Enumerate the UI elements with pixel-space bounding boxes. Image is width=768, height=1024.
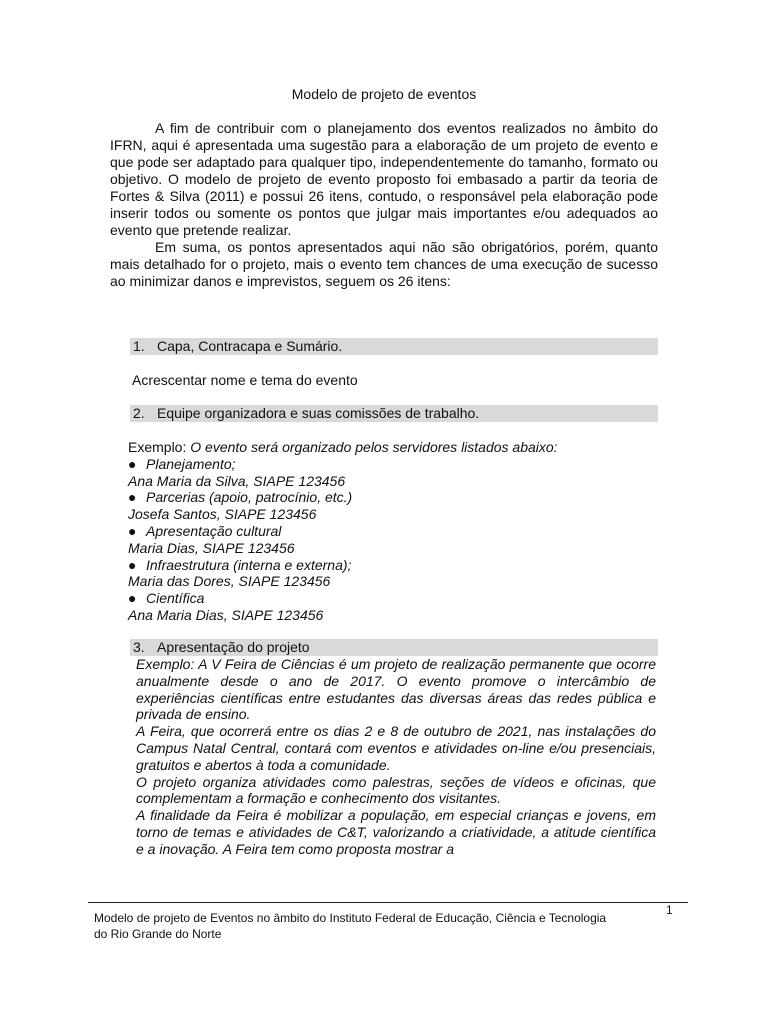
team-item xyxy=(128,590,658,607)
team-name: Infraestrutura (interna e externa); xyxy=(146,556,352,573)
footer-divider xyxy=(88,902,688,903)
team-name: Científica xyxy=(146,590,205,607)
section-number: 2. xyxy=(133,405,145,421)
presentation-paragraph-4: A finalidade da Feira é mobilizar a população, em especial crianças e jovens, em torno de temas e atividades de C&T, valorizando a criatividade, a atitude científica e a inovação. A Feira tem como proposta mostrar a xyxy=(136,807,656,857)
project-presentation xyxy=(136,656,656,858)
presentation-paragraph-2: A Feira, que ocorrerá entre os dias 2 e 8 de outubro de 2021, nas instalações do Campus Natal Central, contará com eventos e atividades on-line e/ou presenciais, gratuitos e abertos à toda a comunidade. xyxy=(136,723,656,773)
team-list xyxy=(128,439,658,624)
page-number: 1 xyxy=(666,903,673,917)
bullet-icon: ● xyxy=(128,455,137,472)
team-name: Parcerias (apoio, patrocínio, etc.) xyxy=(146,489,353,506)
section-number: 3. xyxy=(133,639,145,655)
section-title: Equipe organizadora e suas comissões de trabalho. xyxy=(157,405,480,421)
team-member: Ana Maria da Silva, SIAPE 123456 xyxy=(128,472,346,489)
section-title: Apresentação do projeto xyxy=(157,639,310,655)
bullet-icon: ● xyxy=(128,489,137,506)
team-member: Maria Dias, SIAPE 123456 xyxy=(128,539,295,556)
team-list-intro xyxy=(128,439,658,456)
section-2-heading xyxy=(130,405,658,422)
presentation-paragraph-3: O projeto organiza atividades como palestras, seções de vídeos e oficinas, que complementam a formação e conhecimento dos visitantes. xyxy=(136,773,656,807)
team-member: Maria das Dores, SIAPE 123456 xyxy=(128,573,331,590)
document-title: Modelo de projeto de eventos xyxy=(291,86,477,102)
intro-paragraph-1: A fim de contribuir com o planejamento dos eventos realizados no âmbito do IFRN, aqui é apresentada uma sugestão para a elaboração de um projeto de evento e que pode ser adaptado para qualquer tipo, independentemente do tamanho, formato ou objetivo. O modelo de projeto de evento proposto foi embasado a partir da teoria de Fortes & Silva (2011) e possui 26 itens, contudo, o responsável pela elaboração pode inserir todos ou somente os pontos que julgar mais importantes e/ou adequados ao evento que pretende realizar. xyxy=(110,120,658,238)
team-item xyxy=(128,523,658,540)
footer-text: Modelo de projeto de Eventos no âmbito do Instituto Federal de Educação, Ciência e Tecnologia do Rio Grande do Norte xyxy=(94,911,607,941)
section-3-heading xyxy=(130,639,658,656)
section-number: 1. xyxy=(133,338,145,354)
bullet-icon: ● xyxy=(128,590,137,607)
team-item xyxy=(128,557,658,574)
intro-paragraph-2: Em suma, os pontos apresentados aqui não são obrigatórios, porém, quanto mais detalhado for o projeto, mais o evento tem chances de uma execução de sucesso ao minimizar danos e imprevistos, seguem os 26 itens: xyxy=(110,239,658,289)
example-intro: O evento será organizado pelos servidores listados abaixo: xyxy=(190,439,558,455)
section-1-heading xyxy=(130,338,658,355)
team-member: Ana Maria Dias, SIAPE 123456 xyxy=(128,606,324,623)
section-title: Capa, Contracapa e Sumário. xyxy=(157,338,343,354)
section-1-body: Acrescentar nome e tema do evento xyxy=(132,372,358,388)
bullet-icon: ● xyxy=(128,556,137,573)
example-label: Exemplo: xyxy=(128,439,187,455)
presentation-paragraph-1: Exemplo: A V Feira de Ciências é um projeto de realização permanente que ocorre anualmente desde o ano de 2017. O evento promove o intercâmbio de experiências científicas entre estudantes das diversas áreas das redes pública e privada de ensino. xyxy=(136,656,656,723)
bullet-icon: ● xyxy=(128,522,137,539)
team-item xyxy=(128,456,658,473)
team-name: Planejamento; xyxy=(146,455,236,472)
team-name: Apresentação cultural xyxy=(146,522,282,539)
team-member: Josefa Santos, SIAPE 123456 xyxy=(128,506,317,523)
team-item xyxy=(128,489,658,506)
intro-text xyxy=(110,120,658,290)
